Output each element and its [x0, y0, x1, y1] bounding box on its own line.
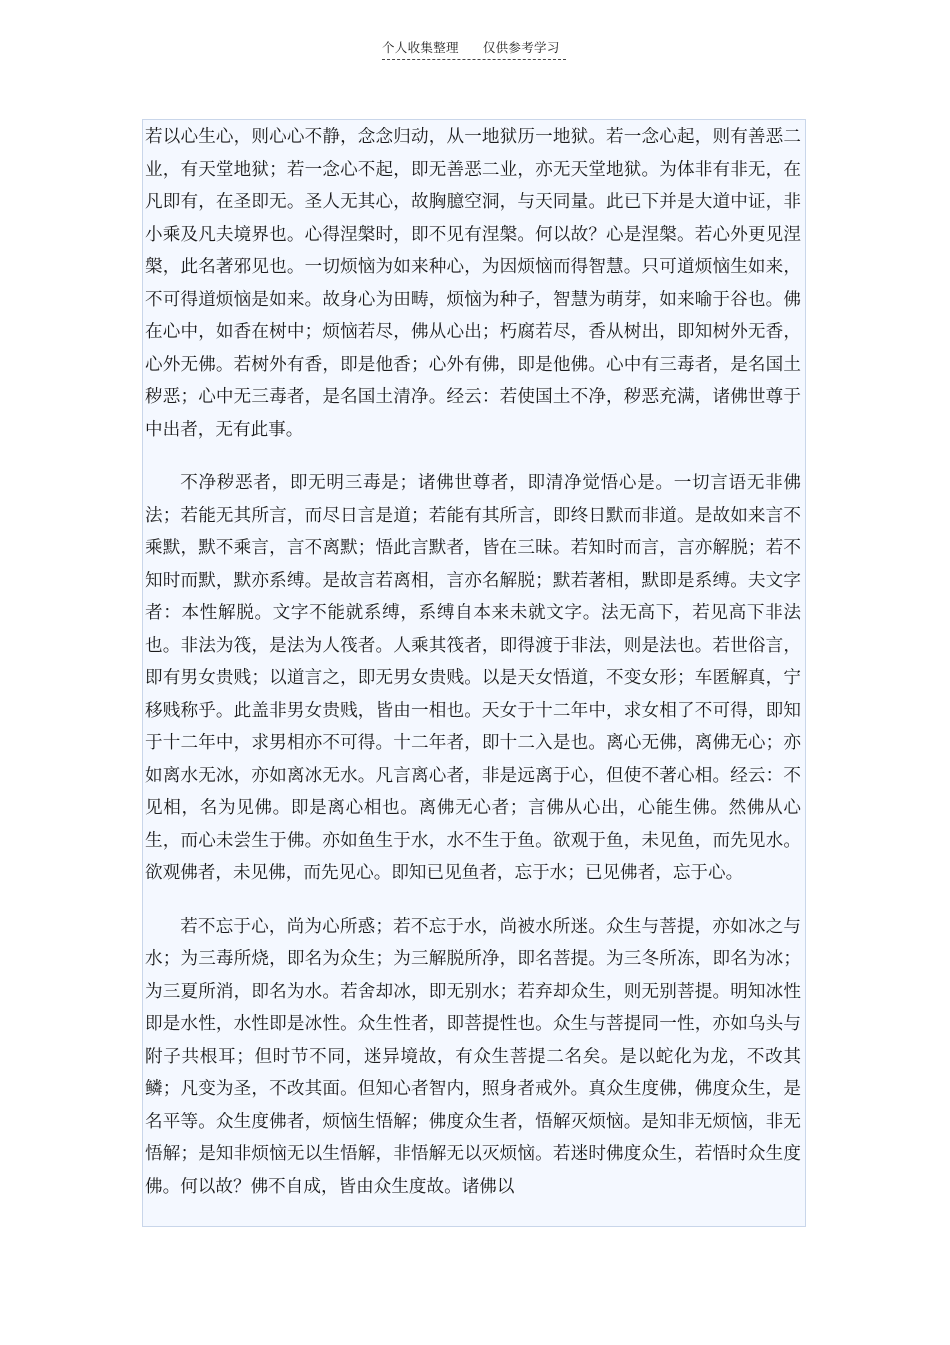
- page-header: [382, 38, 566, 60]
- paragraph-3: 若不忘于心，尚为心所惑；若不忘于水，尚被水所迷。众生与菩提，亦如冰之与水；为三毒所烧，即名为众生；为三解脱所净，即名菩提。为三冬所冻，即名为冰；为三夏所消，即名为水。若舍却冰，即无别水；若弃却众生，则无别菩提。明知冰性即是水性，水性即是冰性。众生性者，即菩提性也。众生与菩提同一性，亦如乌头与附子共根耳；但时节不同，迷异境故，有众生菩提二名矣。是以蛇化为龙，不改其鳞；凡变为圣，不改其面。但知心者智内，照身者戒外。真众生度佛，佛度众生，是名平等。众生度佛者，烦恼生悟解；佛度众生者，悟解灭烦恼。是知非无烦恼，非无悟解；是知非烦恼无以生悟解，非悟解无以灭烦恼。若迷时佛度众生，若悟时众生度佛。何以故？佛不自成，皆由众生度故。诸佛以: [145, 916, 801, 1197]
- paragraph-1: 若以心生心，则心心不静，念念归动，从一地狱历一地狱。若一念心起，则有善恶二业，有天堂地狱；若一念心不起，即无善恶二业，亦无天堂地狱。为体非有非无，在凡即有，在圣即无。圣人无其心，故胸臆空洞，与天同量。此已下并是大道中证，非小乘及凡夫境界也。心得涅槃时，即不见有涅槃。何以故？心是涅槃。若心外更见涅槃，此名著邪见也。一切烦恼为如来种心，为因烦恼而得智慧。只可道烦恼生如来，不可得道烦恼是如来。故身心为田畴，烦恼为种子，智慧为萌芽，如来喻于谷也。佛在心中，如香在树中；烦恼若尽，佛从心出；朽腐若尽，香从树出，即知树外无香，心外无佛。若树外有香，即是他香；心外有佛，即是他佛。心中有三毒者，是名国土秽恶；心中无三毒者，是名国土清净。经云：若使国土不净，秽恶充满，诸佛世尊于中出者，无有此事。: [145, 127, 801, 440]
- header-right-text: 仅供参考学习: [482, 40, 560, 55]
- header-left-text: 个人收集整理: [382, 40, 459, 55]
- paragraph-2: 不净秽恶者，即无明三毒是；诸佛世尊者，即清净觉悟心是。一切言语无非佛法；若能无其所言，而尽日言是道；若能有其所言，即终日默而非道。是故如来言不乘默，默不乘言，言不离默；悟此言默者，皆在三昧。若知时而言，言亦解脱；若不知时而默，默亦系缚。是故言若离相，言亦名解脱；默若著相，默即是系缚。夫文字者：本性解脱。文字不能就系缚，系缚自本来未就文字。法无高下，若见高下非法也。非法为筏，是法为人筏者。人乘其筏者，即得渡于非法，则是法也。若世俗言，即有男女贵贱；以道言之，即无男女贵贱。以是天女悟道，不变女形；车匿解真，宁移贱称乎。此盖非男女贵贱，皆由一相也。天女于十二年中，求女相了不可得，即知于十二年中，求男相亦不可得。十二年者，即十二入是也。离心无佛，离佛无心；亦如离水无冰，亦如离冰无水。凡言离心者，非是远离于心，但使不著心相。经云：不见相，名为见佛。即是离心相也。离佛无心者；言佛从心出，心能生佛。然佛从心生，而心未尝生于佛。亦如鱼生于水，水不生于鱼。欲观于鱼，未见鱼，而先见水。欲观佛者，未见佛，而先见心。即知已见鱼者，忘于水；已见佛者，忘于心。: [145, 473, 801, 883]
- body-text-box: [142, 119, 806, 1227]
